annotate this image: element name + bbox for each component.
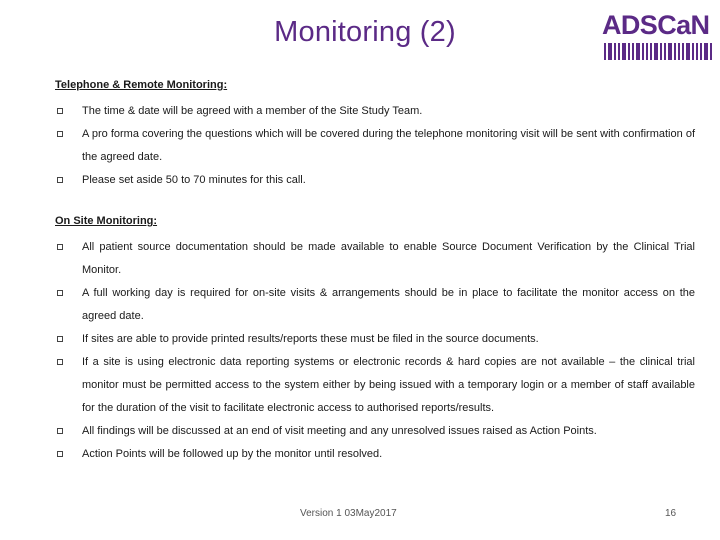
square-bullet-icon (57, 428, 63, 434)
square-bullet-icon (57, 131, 63, 137)
bullet-item: If a site is using electronic data reporting systems or electronic records & hard copies are not available – the clinical trial monitor must be permitted access to the system either by being issued with a temporary login or a member of staff available for the duration of the visit to facilitate electronic access to authorised reports/results. (55, 351, 695, 420)
adscan-logo (598, 10, 710, 66)
square-bullet-icon (57, 177, 63, 183)
square-bullet-icon (57, 359, 63, 365)
slide-content (55, 78, 695, 466)
page-title: Monitoring (2) (274, 16, 456, 48)
section-heading: Telephone & Remote Monitoring: (55, 79, 228, 91)
square-bullet-icon (57, 108, 63, 114)
square-bullet-icon (57, 290, 63, 296)
page-number: 16 (665, 508, 677, 519)
section-telephone-remote (55, 78, 695, 192)
footer-version: Version 1 03May2017 (300, 508, 397, 519)
bullet-item: All findings will be discussed at an end of visit meeting and any unresolved issues raised as Action Points. (55, 420, 695, 443)
bullet-item: All patient source documentation should be made available to enable Source Document Verification by the Clinical Trial Monitor. (55, 236, 695, 282)
bullet-item: The time & date will be agreed with a member of the Site Study Team. (55, 100, 695, 123)
section-on-site (55, 214, 695, 466)
bullet-item: A full working day is required for on-site visits & arrangements should be in place to facilitate the monitor access on the agreed date. (55, 282, 695, 328)
logo-barcode-icon (604, 43, 712, 60)
bullet-item: If sites are able to provide printed results/reports these must be filed in the source documents. (55, 328, 695, 351)
bullet-item: Action Points will be followed up by the monitor until resolved. (55, 443, 695, 466)
section-heading: On Site Monitoring: (55, 215, 158, 227)
logo-text: ADSCaN (602, 10, 710, 40)
square-bullet-icon (57, 336, 63, 342)
square-bullet-icon (57, 451, 63, 457)
bullet-item: Please set aside 50 to 70 minutes for this call. (55, 169, 695, 192)
bullet-item: A pro forma covering the questions which will be covered during the telephone monitoring visit will be sent with confirmation of the agreed date. (55, 123, 695, 169)
square-bullet-icon (57, 244, 63, 250)
